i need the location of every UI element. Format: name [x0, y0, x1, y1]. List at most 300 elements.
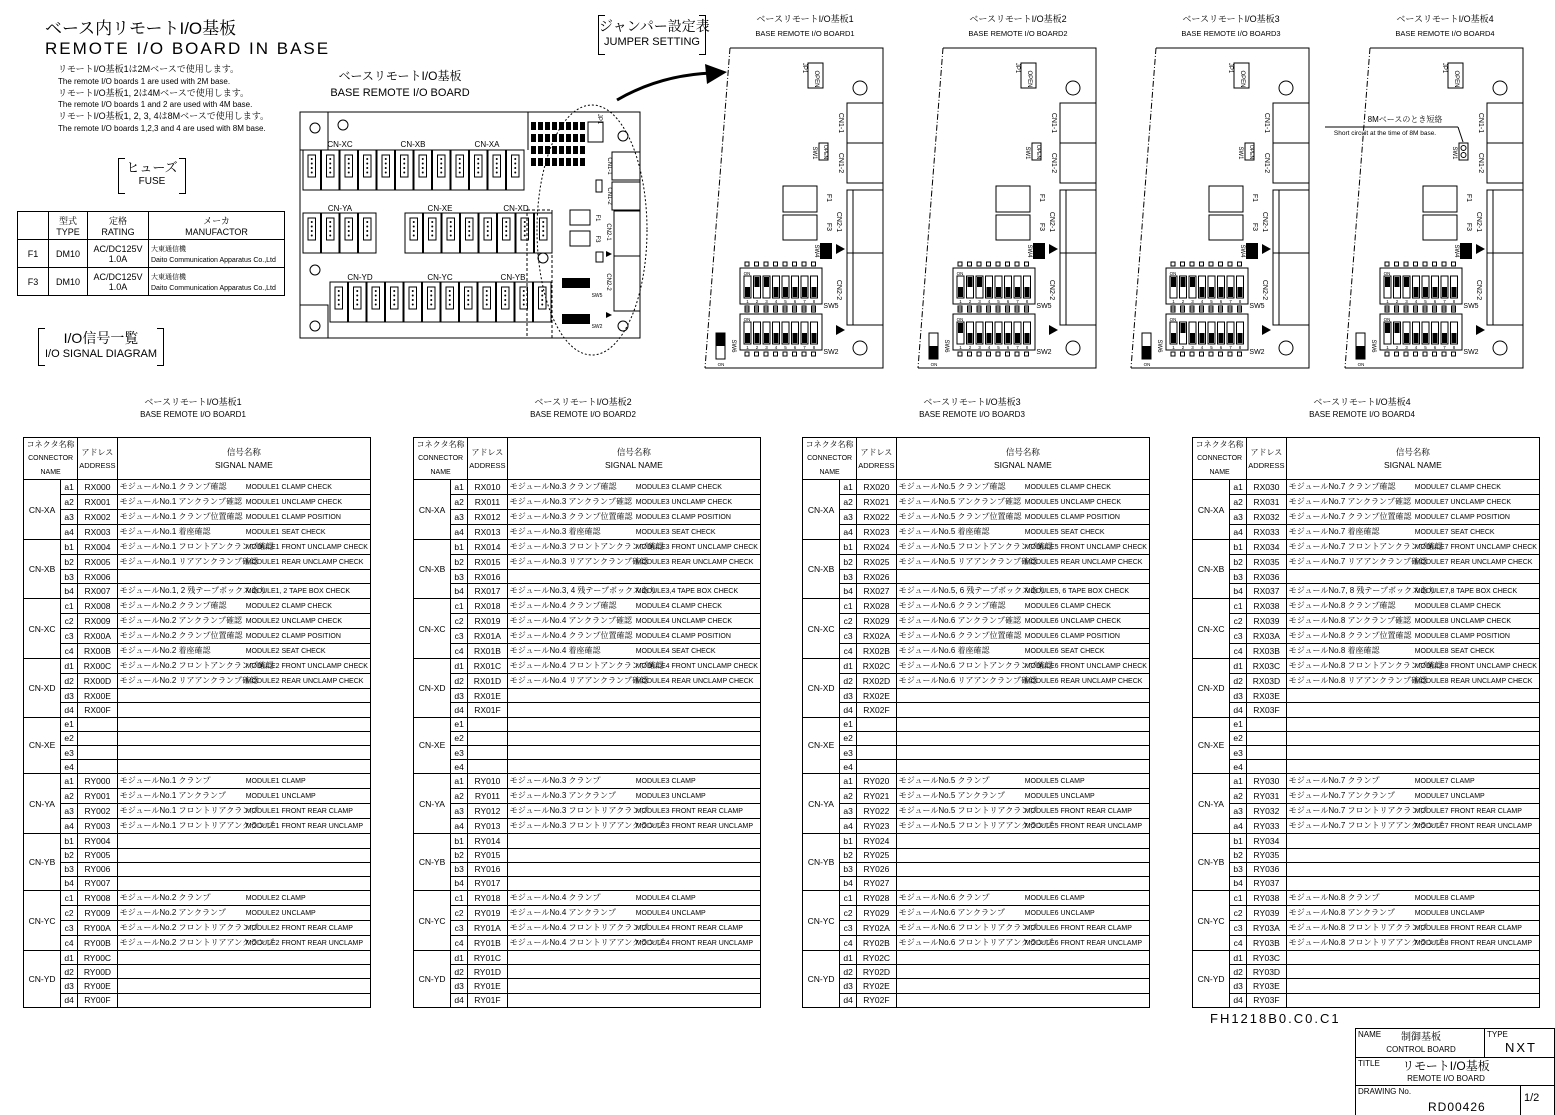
signal-table — [413, 437, 761, 1008]
signal-name — [896, 819, 1149, 834]
signal-name-en: MODULE6 FRONT UNCLAMP CHECK — [1024, 663, 1147, 671]
note-line: The remote I/O boards 1 are used with 2M base. — [58, 76, 231, 86]
pin: d3 — [840, 979, 857, 993]
pin: e3 — [840, 745, 857, 759]
connector-label-cn-yd: CN-YD — [347, 273, 373, 282]
board-cut-line — [705, 48, 730, 368]
address: RX00D — [78, 674, 118, 689]
signal-name — [507, 629, 760, 644]
address: RX03D — [1247, 674, 1287, 689]
pin-dot — [385, 167, 387, 169]
cn2-1-box — [1487, 190, 1523, 253]
dip-pin — [958, 262, 962, 266]
address: RY022 — [857, 804, 897, 819]
signal-name-jp: モジュールNo.5 クランプ確認 — [898, 482, 1006, 491]
pin: d4 — [451, 703, 468, 717]
signal-name — [1286, 495, 1539, 510]
pin-dot — [542, 235, 544, 237]
dip-on-label: ON — [1383, 271, 1391, 276]
chip-block — [545, 146, 550, 154]
table-row — [24, 717, 371, 731]
signal-name-jp: モジュールNo.8 リアアンクランプ確認 — [1288, 676, 1428, 686]
signal-name-en: MODULE6 UNCLAMP — [1024, 910, 1095, 918]
signal-name-en: MODULE2 CLAMP POSITION — [245, 633, 341, 641]
pin-dot — [468, 230, 470, 232]
cn1-1-label: CN1-1 — [1050, 112, 1057, 134]
dip-knob — [793, 287, 798, 297]
sw6-on-label: ON — [1357, 362, 1365, 367]
pin-dot — [440, 167, 442, 169]
connector-name: CN-YA — [1193, 774, 1230, 834]
signal-name-en: MODULE2 FRONT REAR CLAMP — [245, 925, 353, 933]
connector-label-cn-yc: CN-YC — [427, 273, 453, 282]
dip-knob — [1433, 333, 1438, 343]
dip-number: 2 — [1395, 299, 1399, 304]
table-row — [803, 862, 1150, 876]
table-row — [1193, 674, 1540, 689]
signal-table-title-jp: ベースリモートI/O基板2 — [534, 397, 632, 407]
signal-name-jp: モジュールNo.2 フロントアンクランプ確認 — [119, 661, 274, 671]
connector-name: CN-YA — [414, 774, 451, 834]
corner-block — [300, 112, 328, 150]
pin: c3 — [451, 921, 468, 936]
pin: d1 — [840, 951, 857, 965]
dip-pin — [1238, 352, 1242, 356]
connector-slot — [340, 213, 358, 253]
signal-name — [507, 862, 760, 876]
chip-block — [531, 146, 536, 154]
address: RX001 — [78, 495, 118, 510]
address: RY031 — [1247, 789, 1287, 804]
signal-name-jp: モジュールNo.7 クランプ位置確認 — [1288, 512, 1412, 521]
signal-name — [117, 862, 370, 876]
sw4-label: SW4 — [1026, 244, 1032, 258]
connector-label-cn-xd: CN-XD — [503, 204, 529, 213]
pin-dot — [338, 304, 340, 306]
pin-dot — [487, 226, 489, 228]
address: RY014 — [468, 834, 508, 848]
signal-name-en: MODULE2 SEAT CHECK — [245, 648, 326, 656]
dip-pin — [1395, 352, 1399, 356]
pin: d2 — [1230, 965, 1247, 979]
dip-knob — [1414, 333, 1419, 343]
dip-knob — [1025, 333, 1030, 343]
table-row — [414, 979, 761, 993]
table-row — [24, 862, 371, 876]
signal-name-en: MODULE1 UNCLAMP — [245, 793, 316, 801]
note-line: リモートI/O基板1は2Mベースで使用します。 — [58, 64, 239, 74]
signal-name-jp: モジュールNo.8 アンクランプ確認 — [1288, 616, 1412, 626]
pin-dot — [467, 304, 469, 306]
pin-dot — [449, 295, 451, 297]
dip-pin — [987, 262, 991, 266]
signal-name — [117, 774, 370, 789]
address: RY03D — [1247, 965, 1287, 979]
signal-name-jp: モジュールNo.8 フロントリアアンクランプ — [1288, 938, 1444, 948]
address — [857, 760, 897, 774]
dip-knob — [1423, 287, 1428, 297]
pin: a3 — [1230, 804, 1247, 819]
address: RX008 — [78, 599, 118, 614]
table-row — [414, 965, 761, 979]
sw6-label: SW6 — [730, 339, 736, 353]
address: RX01D — [468, 674, 508, 689]
dip-knob — [1209, 333, 1214, 343]
signal-name — [1286, 717, 1539, 731]
signal-name — [896, 555, 1149, 570]
table-row — [803, 659, 1150, 674]
sw6-knob — [716, 333, 725, 346]
pin-dot — [505, 230, 507, 232]
dip-pin — [793, 352, 797, 356]
dip-knob — [1238, 287, 1243, 297]
pin-dot — [468, 226, 470, 228]
signal-name-en: MODULE3 REAR UNCLAMP CHECK — [635, 559, 754, 566]
board-drawings — [0, 0, 1555, 390]
table-row — [24, 674, 371, 689]
connector-slot — [534, 282, 552, 322]
signal-table-title-en: BASE REMOTE I/O BOARD4 — [1309, 410, 1415, 419]
signal-name-en: MODULE7 SEAT CHECK — [1414, 529, 1495, 536]
signal-name-en: MODULE8 CLAMP POSITION — [1414, 633, 1510, 641]
address: RY03B — [1247, 936, 1287, 951]
dip-knob — [996, 333, 1001, 343]
table-row — [414, 834, 761, 848]
signal-name — [896, 804, 1149, 819]
cn2-2-box — [1060, 253, 1096, 325]
board-outline — [1131, 48, 1309, 368]
signal-name — [117, 819, 370, 834]
pin-dot — [496, 172, 498, 174]
signal-name — [117, 848, 370, 862]
signal-name — [507, 965, 760, 979]
table-row — [414, 510, 761, 525]
signal-name — [117, 891, 370, 906]
mount-hole-icon — [310, 321, 320, 331]
signal-name-en: MODULE8 FRONT UNCLAMP CHECK — [1414, 663, 1537, 671]
table-row — [1193, 848, 1540, 862]
pin-dot — [375, 304, 377, 306]
connector-label-cn-xb: CN-XB — [400, 140, 426, 149]
pin-dot — [311, 230, 313, 232]
pin: c3 — [451, 629, 468, 644]
rating-voltage: AC/DC125V — [93, 271, 143, 282]
address: RX020 — [857, 480, 897, 495]
pin: b4 — [61, 584, 78, 599]
connector-name: CN-YB — [24, 834, 61, 891]
table-row — [414, 862, 761, 876]
signal-name-en: MODULE7,8 TAPE BOX CHECK — [1414, 588, 1518, 596]
chip-block — [538, 158, 543, 166]
signal-name — [117, 965, 370, 979]
signal-name — [896, 848, 1149, 862]
short-note-en: Short circuit at the time of 8M base. — [1333, 130, 1437, 137]
pin: d2 — [840, 674, 857, 689]
table-row — [1193, 965, 1540, 979]
table-row — [24, 480, 371, 495]
pin: e2 — [61, 731, 78, 745]
pin-dot — [356, 290, 358, 292]
dip-number: 7 — [1229, 345, 1232, 350]
pin: d4 — [61, 993, 78, 1007]
f1-label: F1 — [1465, 193, 1472, 203]
dip-knob — [977, 277, 982, 287]
table-row — [24, 689, 371, 703]
pin: a4 — [451, 525, 468, 540]
pin-dot — [504, 304, 506, 306]
pin-dot — [348, 163, 350, 165]
signal-name-jp: モジュールNo.6 アンクランプ確認 — [898, 616, 1022, 626]
dip-pin — [1025, 352, 1029, 356]
signal-name — [896, 876, 1149, 890]
address — [1247, 731, 1287, 745]
signal-table — [1192, 437, 1540, 1008]
connector-slot — [433, 150, 451, 190]
dip-knob — [987, 333, 992, 343]
pin: c3 — [840, 629, 857, 644]
address: RY02B — [857, 936, 897, 951]
dip-pin — [812, 262, 816, 266]
cn2-1-box — [614, 211, 640, 256]
address: RX004 — [78, 540, 118, 555]
address: RY010 — [468, 774, 508, 789]
connector-name: CN-XA — [414, 480, 451, 540]
table-row — [1193, 525, 1540, 540]
signal-name — [1286, 774, 1539, 789]
signal-name — [507, 599, 760, 614]
signal-name-jp: モジュールNo.5 着座確認 — [898, 527, 990, 536]
pin-dot — [542, 226, 544, 228]
pin: a1 — [451, 774, 468, 789]
signal-table-title-en: BASE REMOTE I/O BOARD3 — [919, 410, 1025, 419]
dip-pin — [802, 352, 806, 356]
signal-name — [507, 745, 760, 759]
signal-name — [507, 731, 760, 745]
table-row — [803, 570, 1150, 584]
pin-dot — [505, 226, 507, 228]
dip-knob — [1442, 333, 1447, 343]
connector-name: CN-XA — [1193, 480, 1230, 540]
table-row — [803, 891, 1150, 906]
connector-name: CN-YD — [1193, 951, 1230, 1008]
signal-name — [507, 993, 760, 1007]
address: RY01E — [468, 979, 508, 993]
pin-dot — [524, 226, 526, 228]
connector-slot — [497, 282, 515, 322]
signal-name — [896, 644, 1149, 659]
signal-table-title-jp: ベースリモートI/O基板4 — [1313, 397, 1411, 407]
connector-name: CN-YA — [803, 774, 840, 834]
signal-name — [507, 584, 760, 599]
signal-header: 信号名称 SIGNAL NAME — [1286, 438, 1539, 480]
fuse-f3 — [1209, 215, 1243, 240]
title-block — [1355, 1028, 1555, 1115]
address: RX015 — [468, 555, 508, 570]
signal-name — [1286, 979, 1539, 993]
pin-dot — [468, 221, 470, 223]
signal-name — [1286, 540, 1539, 555]
table-row — [1193, 760, 1540, 774]
pin-dot — [496, 158, 498, 160]
connector-name: CN-XB — [1193, 540, 1230, 599]
address: RY012 — [468, 804, 508, 819]
dip-number: 2 — [755, 345, 759, 350]
connector-name: CN-XA — [803, 480, 840, 540]
address: RX000 — [78, 480, 118, 495]
signal-name-en: MODULE3,4 TAPE BOX CHECK — [635, 588, 739, 596]
jumper-label-en: JUMPER SETTING — [604, 36, 700, 48]
board-cut-line — [1131, 48, 1156, 368]
table-row — [414, 495, 761, 510]
mount-hole-icon — [1493, 81, 1507, 95]
signal-name-jp: モジュールNo.6 フロントリアクランプ — [898, 923, 1038, 933]
cn1-1-box — [1273, 103, 1309, 143]
dip-pin — [1228, 352, 1232, 356]
signal-name — [117, 540, 370, 555]
address: RY02A — [857, 921, 897, 936]
table-row — [24, 848, 371, 862]
pin-dot — [486, 295, 488, 297]
address: RY017 — [468, 876, 508, 890]
sw6-label: SW6 — [1370, 339, 1376, 353]
table-row — [1193, 555, 1540, 570]
signal-name-en: MODULE8 UNCLAMP CHECK — [1414, 618, 1512, 626]
pin-dot — [338, 290, 340, 292]
signal-name — [117, 804, 370, 819]
signal-name-en: MODULE1 FRONT REAR CLAMP — [245, 808, 353, 816]
pin-dot — [496, 163, 498, 165]
pin: b1 — [61, 540, 78, 555]
pin: c2 — [1230, 906, 1247, 921]
connector-name: CN-YC — [24, 891, 61, 951]
dip-number: 6 — [1006, 299, 1010, 304]
dip-pin — [1181, 352, 1185, 356]
signal-name-jp: モジュールNo.6 クランプ位置確認 — [898, 631, 1022, 641]
jumper-label-jp: ジャンパー設定表 — [599, 18, 710, 34]
pin: a2 — [61, 495, 78, 510]
signal-name — [1286, 993, 1539, 1007]
pin-dot — [467, 290, 469, 292]
chip-block — [580, 146, 585, 154]
address — [1247, 745, 1287, 759]
pin: a2 — [61, 789, 78, 804]
address: RX01B — [468, 644, 508, 659]
signal-name — [507, 760, 760, 774]
dip-number: 7 — [1443, 345, 1446, 350]
signal-name — [896, 525, 1149, 540]
address: RX02C — [857, 659, 897, 674]
pin-dot — [467, 299, 469, 301]
pin-dot — [329, 221, 331, 223]
connector-slot — [405, 213, 423, 253]
triangle-marker-icon — [606, 312, 612, 318]
connector-name: CN-XE — [1193, 717, 1230, 774]
table-row — [1193, 540, 1540, 555]
dip-on-label: ON — [1169, 317, 1177, 322]
dip-pin — [1423, 352, 1427, 356]
cn2-1-label: CN2-1 — [1048, 211, 1055, 233]
address: RX028 — [857, 599, 897, 614]
dip-on-label: ON — [1383, 317, 1391, 322]
dip-number: 5 — [1424, 345, 1427, 350]
pin: d2 — [1230, 674, 1247, 689]
signal-name-jp: モジュールNo.4 フロントリアアンクランプ — [509, 938, 665, 948]
note-line: The remote I/O boards 1,2,3 and 4 are used with 8M base. — [58, 123, 266, 133]
sw1-label: SW1 — [811, 146, 817, 160]
table-row — [803, 480, 1150, 495]
signal-name-jp: モジュールNo.8 着座確認 — [1288, 646, 1380, 656]
pin: d1 — [840, 659, 857, 674]
address: RX03A — [1247, 629, 1287, 644]
chip-block — [580, 158, 585, 166]
table-row — [24, 774, 371, 789]
address: RX021 — [857, 495, 897, 510]
dip-number: 4 — [1414, 345, 1418, 350]
pin: b1 — [1230, 834, 1247, 848]
dip-pin — [1209, 352, 1213, 356]
signal-name-en: MODULE1 UNCLAMP CHECK — [245, 499, 343, 506]
address: RX034 — [1247, 540, 1287, 555]
jp1-label: JP1 — [1441, 62, 1447, 74]
pin: a1 — [61, 774, 78, 789]
signal-name-en: MODULE6 FRONT REAR CLAMP — [1024, 925, 1132, 933]
signal-name-jp: モジュールNo.1 フロントリアアンクランプ — [119, 821, 275, 831]
dip-number: 6 — [1219, 299, 1223, 304]
dip-knob — [764, 333, 769, 343]
table-row — [803, 745, 1150, 759]
pin: b1 — [840, 834, 857, 848]
dip-knob — [1190, 277, 1195, 287]
dip-number: 6 — [1433, 345, 1437, 350]
connector-slot — [423, 282, 441, 322]
connector-name: CN-XC — [803, 599, 840, 659]
name-cell — [1356, 1029, 1485, 1058]
signal-name — [1286, 951, 1539, 965]
table-row — [24, 819, 371, 834]
signal-name-en: MODULE5 SEAT CHECK — [1024, 529, 1105, 536]
board-outline — [1345, 48, 1523, 368]
cn2-2-box — [1487, 253, 1523, 325]
table-row — [1193, 906, 1540, 921]
pin: e2 — [840, 731, 857, 745]
address: RY037 — [1247, 876, 1287, 890]
signal-name — [507, 480, 760, 495]
dip-pin — [1433, 352, 1437, 356]
table-row — [414, 717, 761, 731]
table-row — [414, 555, 761, 570]
maker-en: Daito Communication Apparatus Co.,Ltd — [151, 256, 276, 264]
connector-name: CN-XD — [803, 659, 840, 717]
sw2 — [953, 314, 1035, 350]
dip-knob — [802, 333, 807, 343]
dip-knob — [783, 333, 788, 343]
table-row — [803, 555, 1150, 570]
pin: b1 — [61, 834, 78, 848]
pin-dot — [311, 163, 313, 165]
fuse-f3 — [996, 215, 1030, 240]
pin-dot — [430, 295, 432, 297]
pin-dot — [504, 290, 506, 292]
pin: d4 — [1230, 703, 1247, 717]
pin: a3 — [61, 804, 78, 819]
sw5-label: SW5 — [823, 303, 839, 310]
table-row — [24, 555, 371, 570]
sheet-number: 1/2 — [1524, 1092, 1540, 1104]
title-jp: リモートI/O基板 — [1402, 1059, 1490, 1073]
pin-dot — [431, 221, 433, 223]
pin-dot — [366, 163, 368, 165]
dip-number: 1 — [959, 345, 962, 350]
